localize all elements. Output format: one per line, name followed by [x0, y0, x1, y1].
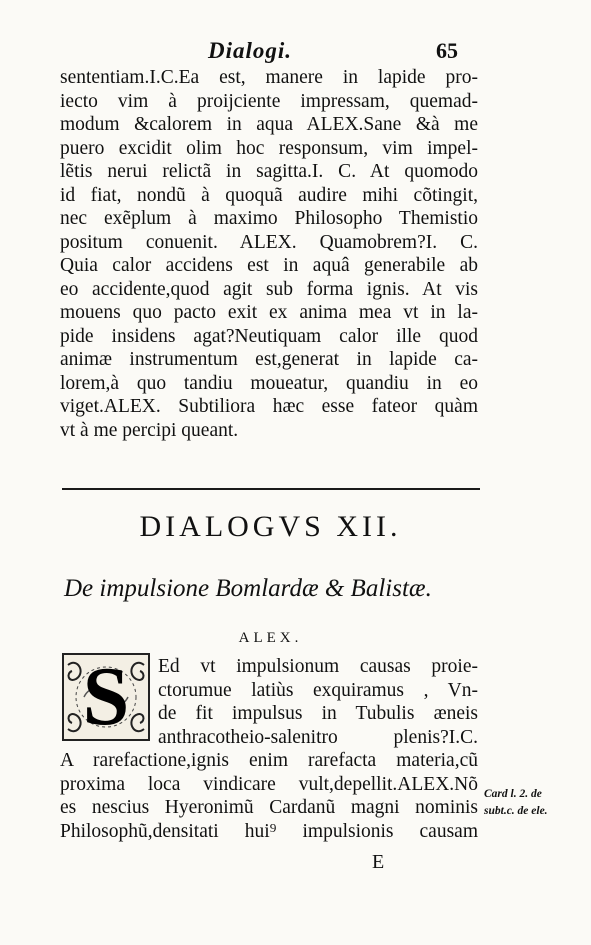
- text-line: eo accidente,quod agit sub forma ignis. At vis: [60, 278, 478, 300]
- margin-note-line: subt.c. de ele.: [484, 805, 548, 817]
- drop-cap-letter: S: [82, 653, 130, 741]
- text-line: nec exẽplum à maximo Philosopho Themistio: [60, 208, 478, 229]
- text-line: proxima loca vindicare vult,depellit.ALEX.Nõ: [60, 773, 478, 795]
- margin-note: [484, 786, 588, 820]
- text-line: sententiam.I.C.Ea est, manere in lapide pro-: [60, 67, 478, 88]
- text-line: vt à me percipi queant.: [60, 419, 239, 441]
- text-line: iecto vim à proijciente impressam, quemad-: [60, 90, 478, 112]
- text-line: ctorumue latiùs exquiramus , Vn-: [158, 679, 478, 701]
- text-line: modum &calorem in aqua ALEX.Sane &à me: [60, 114, 478, 135]
- page-number: 65: [436, 38, 458, 63]
- text-line: id fiat, nondũ à quoquã audire mihi cõtingit,: [60, 184, 478, 206]
- ornamental-initial-icon: [62, 653, 150, 741]
- section-heading: DIALOGVS XII.: [139, 510, 402, 543]
- text-line: Quia calor accidens est in aquâ generabile ab: [60, 255, 478, 276]
- text-line: anthracotheio-salenitro plenis?I.C.: [158, 726, 478, 748]
- section-divider: [62, 488, 480, 490]
- section-subtitle: De impulsione Bomlardæ & Balistæ.: [64, 575, 432, 602]
- text-line: Philosophũ,densitati hui⁹ impulsionis causam: [60, 820, 478, 842]
- margin-note-line: Card l. 2. de: [484, 788, 542, 800]
- top-paragraph: [60, 66, 478, 442]
- continued-paragraph: [60, 749, 478, 843]
- text-line: positum conuenit. ALEX. Quamobrem?I. C.: [60, 231, 478, 253]
- text-line: lẽtis nerui relictã in sagitta.I. C. At quomodo: [60, 161, 478, 182]
- running-head: [0, 38, 591, 66]
- text-line: puero excidit olim hoc responsum, vim impel-: [60, 137, 478, 159]
- text-line: pide insidens agat?Neutiquam calor ille quod: [60, 325, 478, 347]
- running-title: Dialogi.: [208, 38, 293, 63]
- text-line: Ed vt impulsionum causas proie-: [158, 656, 478, 677]
- text-line: viget.ALEX. Subtiliora hæc esse fateor quàm: [60, 396, 478, 417]
- text-line: es nescius Hyeronimũ Cardanũ magni nominis: [60, 797, 478, 818]
- text-line: mouens quo pacto exit ex anima mea vt in la-: [60, 302, 478, 323]
- text-line: animæ instrumentum est,generat in lapide ca-: [60, 349, 478, 370]
- text-line: lorem,à quo tandiu moueatur, quandiu in eo: [60, 372, 478, 394]
- indented-paragraph: [158, 655, 478, 749]
- text-line: de fit impulsus in Tubulis æneis: [158, 703, 478, 724]
- speaker-label: ALEX.: [238, 630, 303, 646]
- text-line: A rarefactione,ignis enim rarefacta materia,cũ: [60, 750, 478, 771]
- signature-mark: E: [372, 851, 385, 873]
